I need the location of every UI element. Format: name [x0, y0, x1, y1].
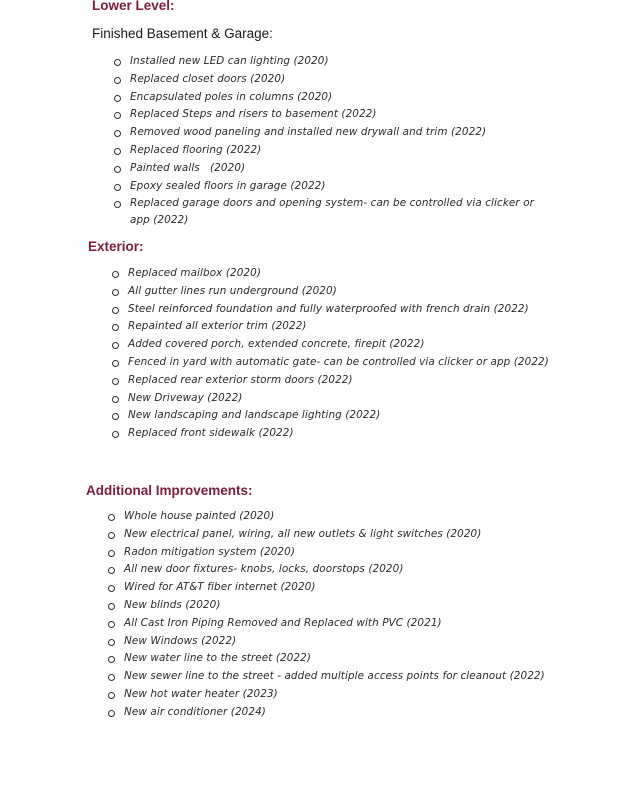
bullet-icon [108, 692, 115, 699]
bullet-icon [108, 532, 115, 539]
list-item: All Cast Iron Piping Removed and Replaced with PVC (2021) [108, 615, 632, 633]
bullet-icon [114, 166, 121, 173]
list-item: Encapsulated poles in columns (2020) [114, 89, 634, 107]
bullet-icon [114, 77, 121, 84]
list-item: Added covered porch, extended concrete, firepit (2022) [112, 336, 632, 354]
list-item: Installed new LED can lighting (2020) [114, 53, 634, 71]
list-item: All new door fixtures- knobs, locks, doorstops (2020) [108, 561, 632, 579]
bullet-icon [108, 514, 115, 521]
bullet-icon [112, 289, 119, 296]
list-item: Replaced Steps and risers to basement (2022) [114, 106, 634, 124]
list-item: New blinds (2020) [108, 597, 632, 615]
bullet-icon [108, 710, 115, 717]
list-item: Fenced in yard with automatic gate- can be controlled via clicker or app (2022) [112, 354, 632, 372]
list-item: New Driveway (2022) [112, 390, 632, 408]
bullet-icon [114, 95, 121, 102]
list-item: New sewer line to the street - added multiple access points for cleanout (2022) [108, 668, 632, 686]
list-item: Painted walls (2020) [114, 160, 634, 178]
list-item: Replaced garage doors and opening system- can be controlled via clicker or app (2022) [114, 195, 634, 229]
list-item: Replaced flooring (2022) [114, 142, 634, 160]
bullet-icon [114, 201, 121, 208]
exterior-list [112, 265, 632, 443]
list-item: Removed wood paneling and installed new drywall and trim (2022) [114, 124, 634, 142]
bullet-icon [108, 585, 115, 592]
bullet-icon [112, 431, 119, 438]
list-item: New electrical panel, wiring, all new outlets & light switches (2020) [108, 526, 632, 544]
lower-level-list [114, 53, 634, 229]
list-item: New water line to the street (2022) [108, 650, 632, 668]
bullet-icon [114, 148, 121, 155]
bullet-icon [112, 342, 119, 349]
bullet-icon [112, 360, 119, 367]
bullet-icon [108, 550, 115, 557]
bullet-icon [108, 567, 115, 574]
bullet-icon [112, 378, 119, 385]
list-item: Epoxy sealed floors in garage (2022) [114, 178, 634, 196]
list-item: New hot water heater (2023) [108, 686, 632, 704]
list-item: Repainted all exterior trim (2022) [112, 318, 632, 336]
bullet-icon [108, 674, 115, 681]
list-item: New landscaping and landscape lighting (2022) [112, 407, 632, 425]
lower-level-heading: Lower Level: [92, 0, 175, 13]
bullet-icon [112, 324, 119, 331]
list-item: Replaced rear exterior storm doors (2022) [112, 372, 632, 390]
bullet-icon [114, 112, 121, 119]
bullet-icon [108, 621, 115, 628]
additional-improvements-heading: Additional Improvements: [86, 483, 253, 498]
list-item: Whole house painted (2020) [108, 508, 632, 526]
bullet-icon [108, 656, 115, 663]
basement-garage-subheading: Finished Basement & Garage: [92, 26, 273, 41]
additional-improvements-list [108, 508, 632, 722]
bullet-icon [108, 639, 115, 646]
list-item: Radon mitigation system (2020) [108, 544, 632, 562]
list-item: Replaced front sidewalk (2022) [112, 425, 632, 443]
bullet-icon [108, 603, 115, 610]
list-item: Replaced mailbox (2020) [112, 265, 632, 283]
bullet-icon [112, 307, 119, 314]
list-item: Wired for AT&T fiber internet (2020) [108, 579, 632, 597]
list-item: All gutter lines run underground (2020) [112, 283, 632, 301]
list-item: Steel reinforced foundation and fully waterproofed with french drain (2022) [112, 301, 632, 319]
bullet-icon [114, 184, 121, 191]
list-item: Replaced closet doors (2020) [114, 71, 634, 89]
bullet-icon [114, 130, 121, 137]
list-item: New Windows (2022) [108, 633, 632, 651]
bullet-icon [114, 59, 121, 66]
bullet-icon [112, 396, 119, 403]
exterior-heading: Exterior: [88, 239, 144, 254]
bullet-icon [112, 271, 119, 278]
bullet-icon [112, 413, 119, 420]
list-item: New air conditioner (2024) [108, 704, 632, 722]
